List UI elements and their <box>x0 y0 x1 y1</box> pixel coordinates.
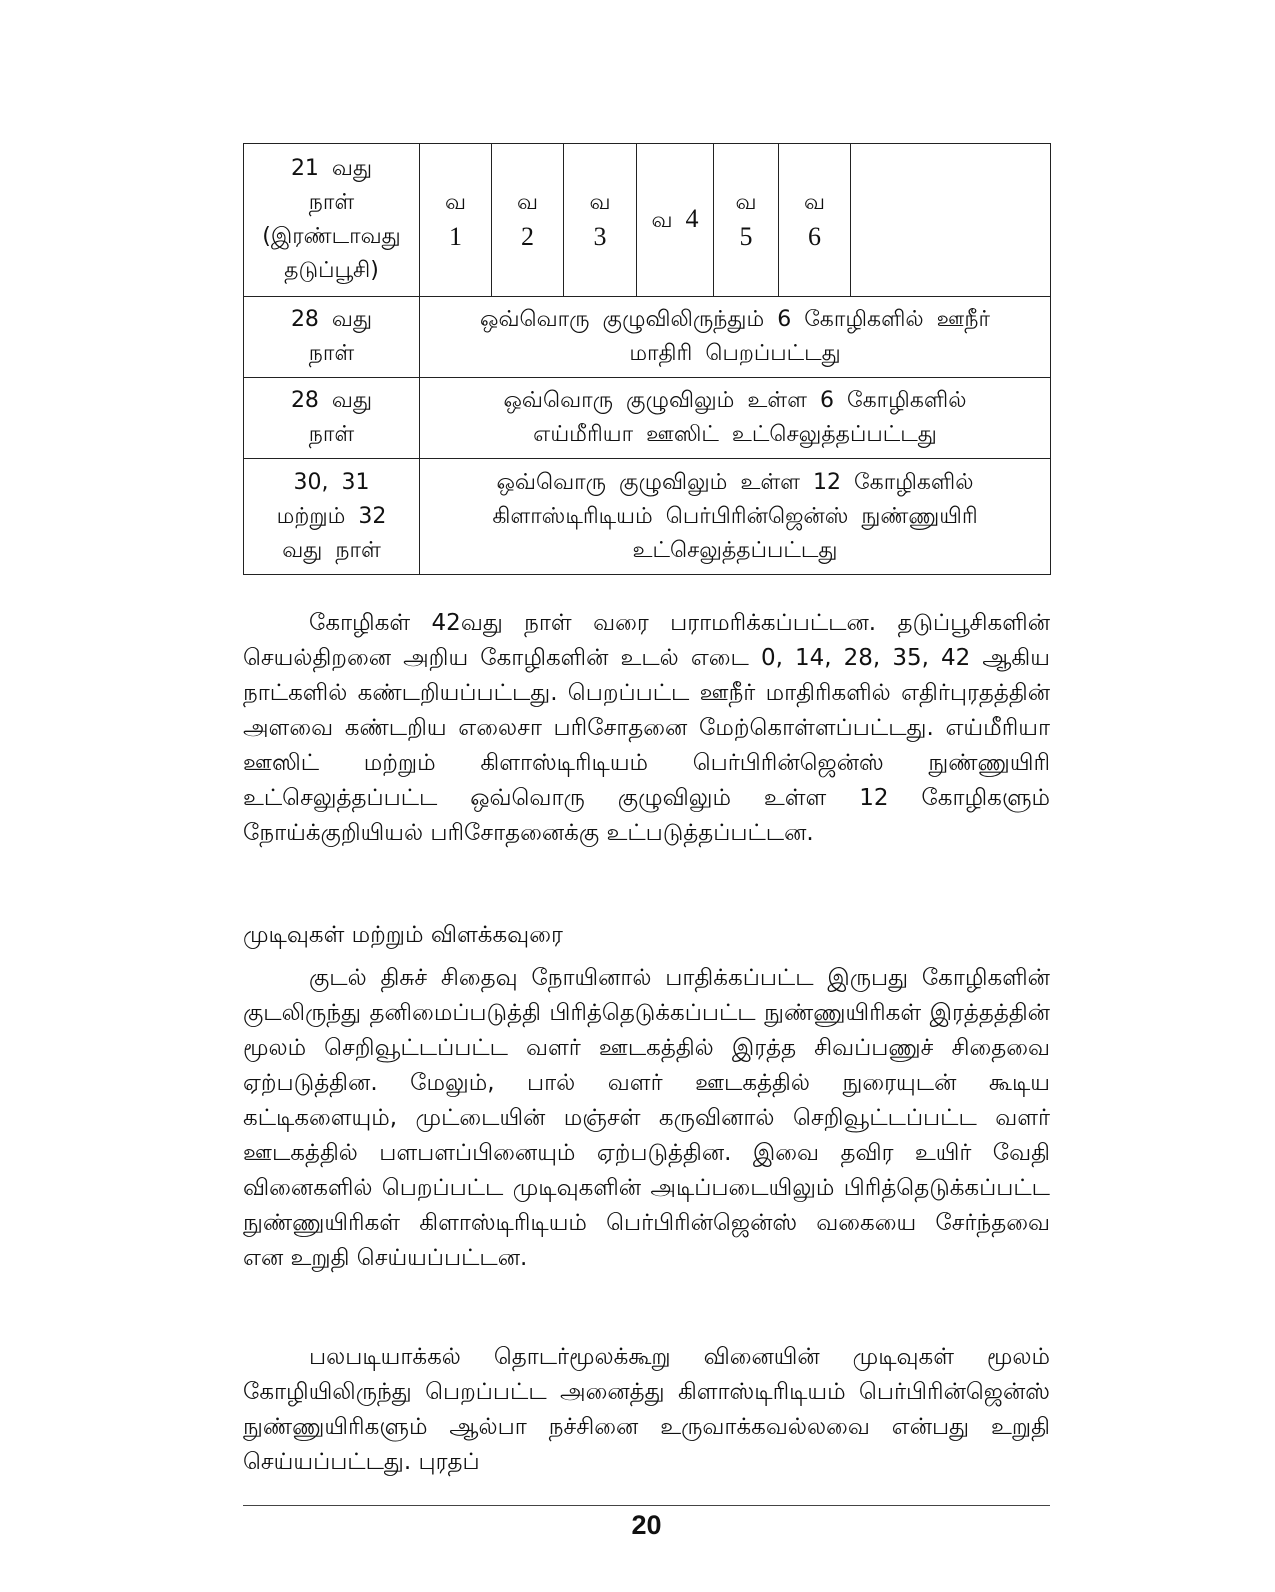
description-cell: ஒவ்வொரு குழுவிலும் உள்ள 6 கோழிகளில் எய்மீரியா ஊஸிட் உட்செலுத்தப்பட்டது <box>420 378 1051 459</box>
group-cell: வ 4 <box>637 144 714 297</box>
day-cell: 28 வது நாள் <box>244 378 420 459</box>
table-row <box>244 297 1051 378</box>
section-heading: முடிவுகள் மற்றும் விளக்கவுரை <box>243 922 563 948</box>
day-cell: 28 வது நாள் <box>244 297 420 378</box>
table-row <box>244 144 1051 297</box>
body-paragraph: கோழிகள் 42வது நாள் வரை பராமரிக்கப்பட்டன. தடுப்பூசிகளின் செயல்திறனை அறிய கோழிகளின் உடல் எடை 0, 14, 28, 35, 42 ஆகிய நாட்களில் கண்டறியப்பட்டது. பெறப்பட்ட ஊநீர் மாதிரிகளில் எதிர்புரதத்தின் அளவை கண்டறிய எலைசா பரிசோதனை மேற்கொள்ளப்பட்டது. எய்மீரியா ஊஸிட் மற்றும் கிளாஸ்டிரிடியம் பெர்பிரின்ஜென்ஸ் நுண்ணுயிரி உட்செலுத்தப்பட்ட ஒவ்வொரு குழுவிலும் உள்ள 12 கோழிகளும் நோய்க்குறியியல் பரிசோதனைக்கு உட்படுத்தப்பட்டன. <box>243 610 1050 846</box>
table-row <box>244 378 1051 459</box>
body-paragraph: பலபடியாக்கல் தொடர்மூலக்கூறு வினையின் முடிவுகள் மூலம் கோழியிலிருந்து பெறப்பட்ட அனைத்து கிளாஸ்டிரிடியம் பெர்பிரின்ஜென்ஸ் நுண்ணுயிரிகளும் ஆல்பா நச்சினை உருவாக்கவல்லவை என்பது உறுதி செய்யப்பட்டது. புரதப் <box>243 1344 1050 1475</box>
description-cell: ஒவ்வொரு குழுவிலிருந்தும் 6 கோழிகளில் ஊநீர் மாதிரி பெறப்பட்டது <box>420 297 1051 378</box>
group-cell: வ 6 <box>779 144 851 297</box>
footer-divider <box>243 1505 1050 1506</box>
page-number: 20 <box>631 1510 662 1540</box>
description-cell: ஒவ்வொரு குழுவிலும் உள்ள 12 கோழிகளில் கிளாஸ்டிரிடியம் பெர்பிரின்ஜென்ஸ் நுண்ணுயிரி உட்செலுத்தப்பட்டது <box>420 459 1051 575</box>
group-cell: வ 2 <box>492 144 564 297</box>
vaccination-schedule-table <box>243 143 1051 575</box>
day-cell: 30, 31 மற்றும் 32 வது நாள் <box>244 459 420 575</box>
group-cell: வ 1 <box>420 144 492 297</box>
body-paragraph: குடல் திசுச் சிதைவு நோயினால் பாதிக்கப்பட்ட இருபது கோழிகளின் குடலிருந்து தனிமைப்படுத்தி பிரித்தெடுக்கப்பட்ட நுண்ணுயிரிகள் இரத்தத்தின் மூலம் செறிவூட்டப்பட்ட வளர் ஊடகத்தில் இரத்த சிவப்பணுச் சிதைவை ஏற்படுத்தின. மேலும், பால் வளர் ஊடகத்தில் நுரையுடன் கூடிய கட்டிகளையும், முட்டையின் மஞ்சள் கருவினால் செறிவூட்டப்பட்ட வளர் ஊடகத்தில் பளபளப்பினையும் ஏற்படுத்தின. இவை தவிர உயிர் வேதி வினைகளில் பெறப்பட்ட முடிவுகளின் அடிப்படையிலும் பிரித்தெடுக்கப்பட்ட நுண்ணுயிரிகள் கிளாஸ்டிரிடியம் பெர்பிரின்ஜென்ஸ் வகையை சேர்ந்தவை என உறுதி செய்யப்பட்டன. <box>243 965 1050 1271</box>
empty-cell <box>851 144 1051 297</box>
table-row <box>244 459 1051 575</box>
group-cell: வ 5 <box>714 144 779 297</box>
group-cell: வ 3 <box>564 144 637 297</box>
day-cell: 21 வது நாள் (இரண்டாவது தடுப்பூசி) <box>244 144 420 297</box>
